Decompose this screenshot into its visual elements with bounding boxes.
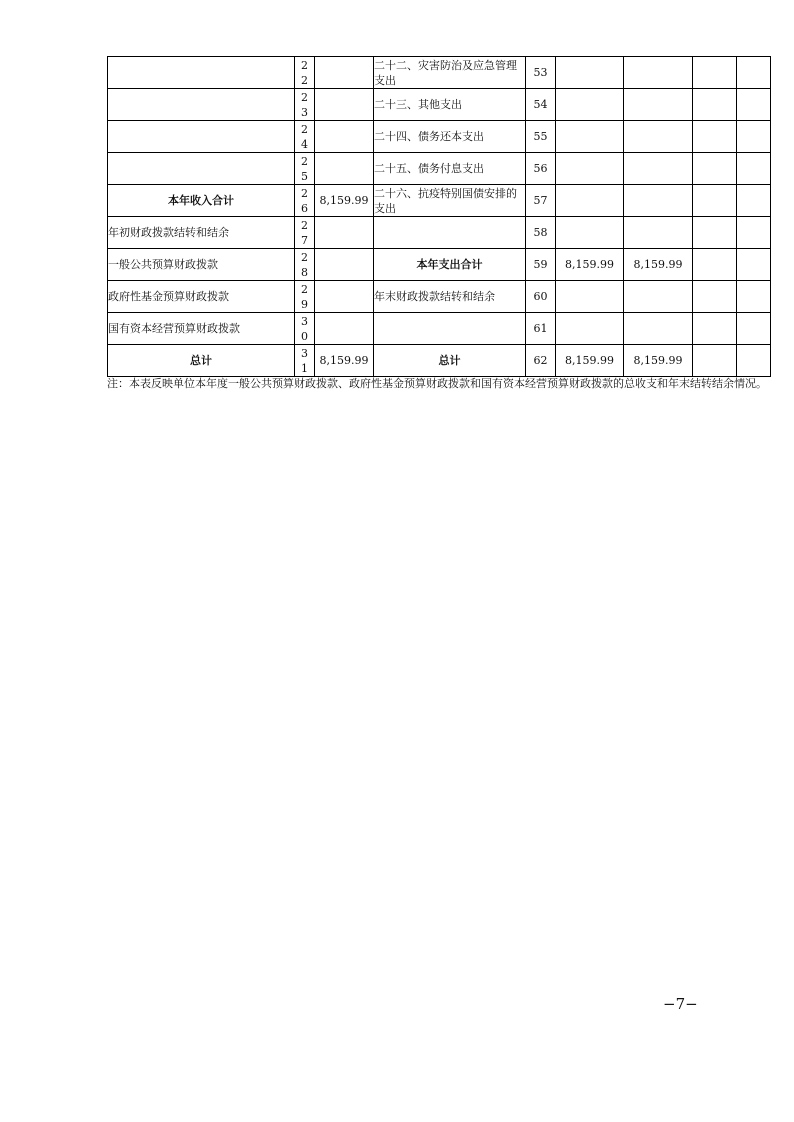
expenditure-total-cell (556, 281, 624, 313)
expenditure-item-cell: 二十三、其他支出 (374, 89, 526, 121)
state-capital-budget-cell (737, 281, 771, 313)
budget-table (107, 56, 771, 377)
expenditure-line-number-cell: 61 (526, 313, 556, 345)
income-amount-cell (315, 121, 374, 153)
page-number: −7− (663, 995, 698, 1013)
income-line-number-cell: 2 3 (295, 89, 315, 121)
budget-table-body (108, 57, 771, 377)
expenditure-total-cell (556, 217, 624, 249)
general-public-budget-cell (624, 57, 693, 89)
income-item-cell: 年初财政拨款结转和结余 (108, 217, 295, 249)
table-row (108, 185, 771, 217)
income-item-cell (108, 121, 295, 153)
expenditure-total-cell (556, 121, 624, 153)
general-public-budget-cell (624, 313, 693, 345)
expenditure-item-cell: 二十四、债务还本支出 (374, 121, 526, 153)
table-row (108, 57, 771, 89)
gov-fund-budget-cell (693, 153, 737, 185)
expenditure-line-number-cell: 54 (526, 89, 556, 121)
table-row (108, 217, 771, 249)
general-public-budget-cell: 8,159.99 (624, 345, 693, 377)
state-capital-budget-cell (737, 345, 771, 377)
expenditure-item-cell (374, 313, 526, 345)
expenditure-total-cell (556, 185, 624, 217)
income-line-number-cell: 2 5 (295, 153, 315, 185)
expenditure-line-number-cell: 62 (526, 345, 556, 377)
income-item-cell (108, 153, 295, 185)
income-amount-cell (315, 217, 374, 249)
income-line-number-cell: 2 7 (295, 217, 315, 249)
general-public-budget-cell (624, 281, 693, 313)
income-item-cell: 总计 (108, 345, 295, 377)
income-item-cell (108, 57, 295, 89)
expenditure-total-cell (556, 89, 624, 121)
income-line-number-cell: 2 8 (295, 249, 315, 281)
income-line-number-cell: 3 1 (295, 345, 315, 377)
general-public-budget-cell (624, 185, 693, 217)
state-capital-budget-cell (737, 89, 771, 121)
expenditure-total-cell: 8,159.99 (556, 249, 624, 281)
state-capital-budget-cell (737, 313, 771, 345)
table-row (108, 249, 771, 281)
income-item-cell: 政府性基金预算财政拨款 (108, 281, 295, 313)
gov-fund-budget-cell (693, 121, 737, 153)
gov-fund-budget-cell (693, 185, 737, 217)
expenditure-item-cell (374, 217, 526, 249)
expenditure-line-number-cell: 60 (526, 281, 556, 313)
expenditure-line-number-cell: 57 (526, 185, 556, 217)
income-amount-cell (315, 249, 374, 281)
gov-fund-budget-cell (693, 345, 737, 377)
expenditure-item-cell: 本年支出合计 (374, 249, 526, 281)
table-row (108, 281, 771, 313)
income-line-number-cell: 3 0 (295, 313, 315, 345)
expenditure-total-cell (556, 153, 624, 185)
expenditure-item-cell: 二十五、债务付息支出 (374, 153, 526, 185)
state-capital-budget-cell (737, 217, 771, 249)
income-item-cell: 国有资本经营预算财政拨款 (108, 313, 295, 345)
state-capital-budget-cell (737, 185, 771, 217)
state-capital-budget-cell (737, 121, 771, 153)
table-row (108, 313, 771, 345)
general-public-budget-cell (624, 217, 693, 249)
expenditure-item-cell: 二十六、抗疫特别国债安排的支出 (374, 185, 526, 217)
expenditure-total-cell: 8,159.99 (556, 345, 624, 377)
state-capital-budget-cell (737, 57, 771, 89)
expenditure-line-number-cell: 56 (526, 153, 556, 185)
general-public-budget-cell (624, 153, 693, 185)
table-row (108, 89, 771, 121)
income-amount-cell: 8,159.99 (315, 185, 374, 217)
gov-fund-budget-cell (693, 313, 737, 345)
expenditure-line-number-cell: 59 (526, 249, 556, 281)
gov-fund-budget-cell (693, 89, 737, 121)
income-item-cell: 一般公共预算财政拨款 (108, 249, 295, 281)
income-line-number-cell: 2 6 (295, 185, 315, 217)
expenditure-line-number-cell: 58 (526, 217, 556, 249)
state-capital-budget-cell (737, 153, 771, 185)
income-amount-cell (315, 313, 374, 345)
table-footnote: 注：本表反映单位本年度一般公共预算财政拨款、政府性基金预算财政拨款和国有资本经营预算财政拨款的总收支和年末结转结余情况。 (107, 377, 767, 390)
general-public-budget-cell (624, 89, 693, 121)
income-amount-cell (315, 281, 374, 313)
expenditure-item-cell: 总计 (374, 345, 526, 377)
expenditure-line-number-cell: 53 (526, 57, 556, 89)
gov-fund-budget-cell (693, 57, 737, 89)
table-row (108, 345, 771, 377)
general-public-budget-cell (624, 121, 693, 153)
general-public-budget-cell: 8,159.99 (624, 249, 693, 281)
income-amount-cell: 8,159.99 (315, 345, 374, 377)
income-line-number-cell: 2 9 (295, 281, 315, 313)
expenditure-total-cell (556, 57, 624, 89)
expenditure-item-cell: 年末财政拨款结转和结余 (374, 281, 526, 313)
state-capital-budget-cell (737, 249, 771, 281)
income-item-cell (108, 89, 295, 121)
expenditure-line-number-cell: 55 (526, 121, 556, 153)
income-amount-cell (315, 153, 374, 185)
gov-fund-budget-cell (693, 281, 737, 313)
expenditure-item-cell: 二十二、灾害防治及应急管理支出 (374, 57, 526, 89)
income-line-number-cell: 2 4 (295, 121, 315, 153)
expenditure-total-cell (556, 313, 624, 345)
income-amount-cell (315, 57, 374, 89)
income-amount-cell (315, 89, 374, 121)
table-row (108, 121, 771, 153)
gov-fund-budget-cell (693, 217, 737, 249)
table-row (108, 153, 771, 185)
income-line-number-cell: 2 2 (295, 57, 315, 89)
gov-fund-budget-cell (693, 249, 737, 281)
income-item-cell: 本年收入合计 (108, 185, 295, 217)
